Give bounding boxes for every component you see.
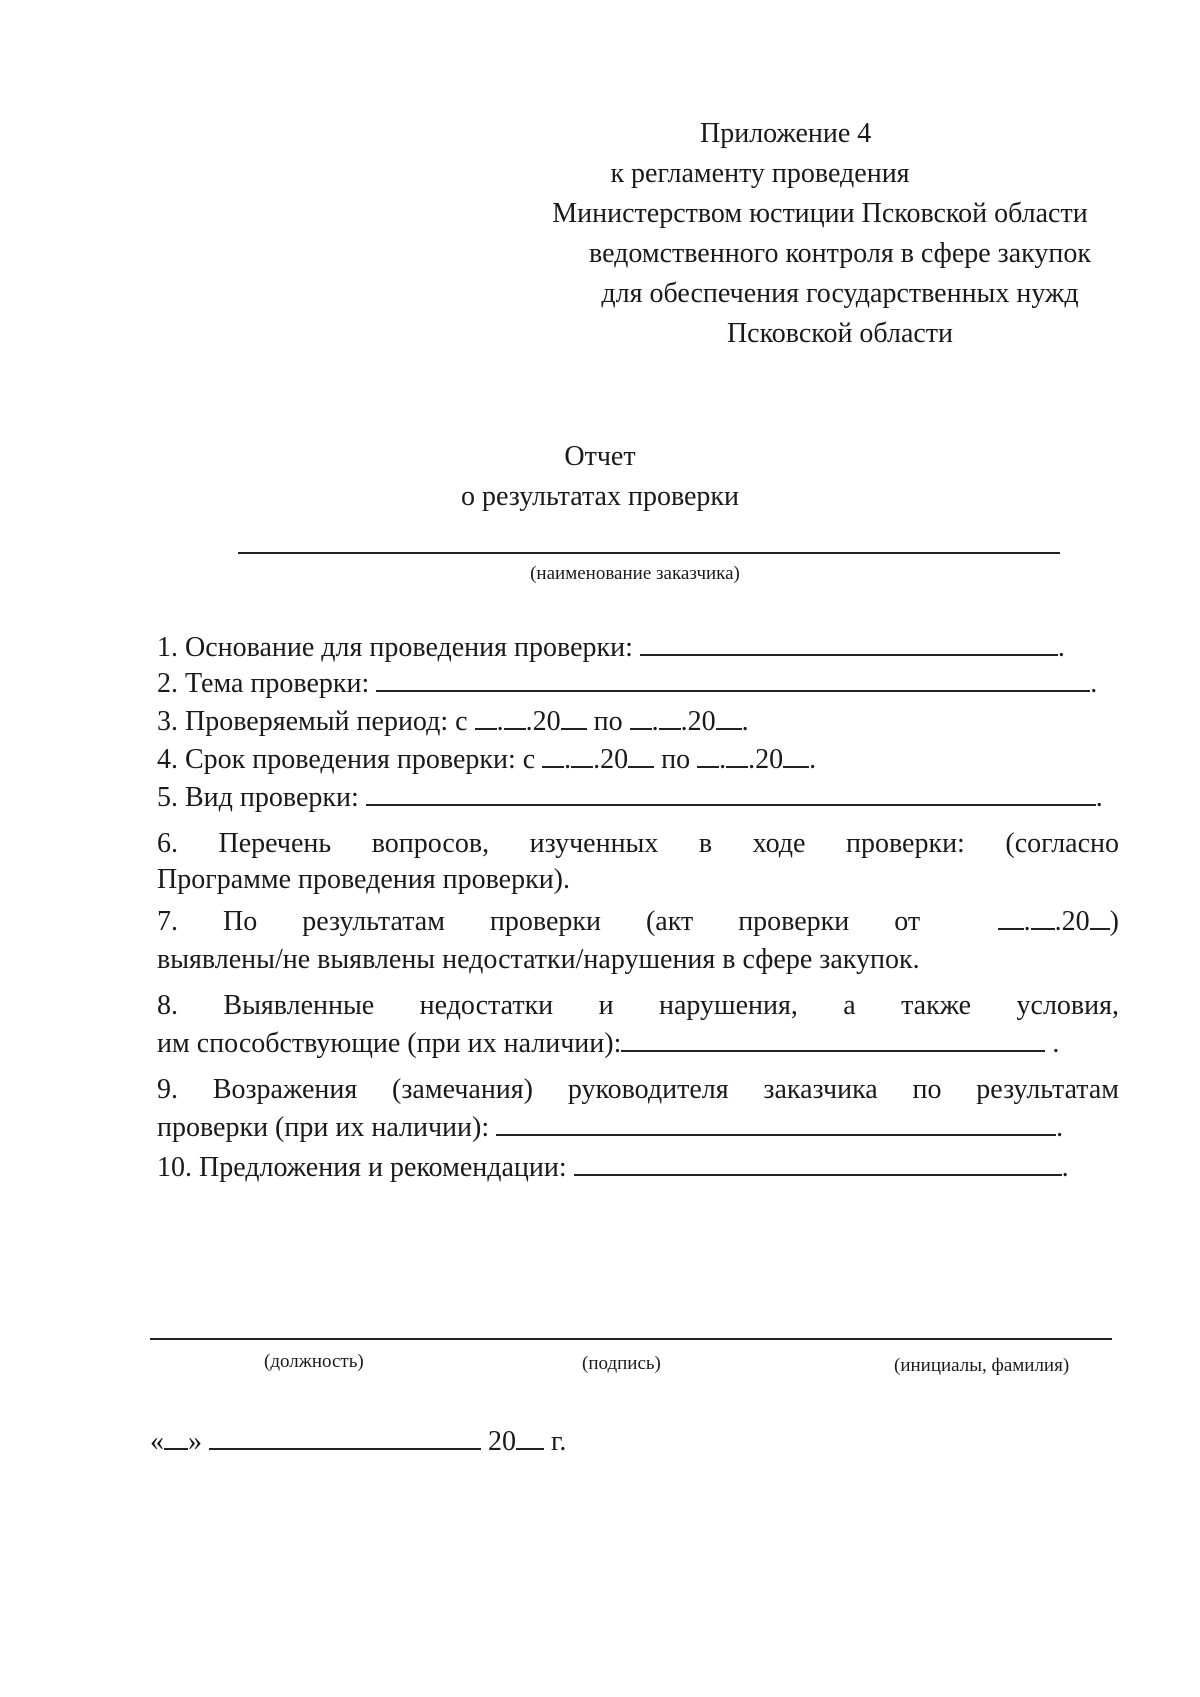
appendix-line-5: для обеспечения государственных нужд — [601, 278, 1079, 309]
item-6-line-1: 6. Перечень вопросов, изученных в ходе проверки: (согласно — [157, 828, 1119, 859]
date-close-quote: » — [188, 1426, 202, 1457]
item-4-year-prefix-2: .20 — [748, 744, 784, 775]
item-2-blank — [376, 668, 1090, 692]
item-6-line-2: Программе проведения проверки). — [157, 864, 570, 895]
item-3-month-to — [659, 706, 681, 730]
item-2-period: . — [1090, 668, 1098, 699]
customer-name-line — [238, 552, 1060, 554]
item-9-line-2 — [157, 1110, 1063, 1146]
item-7-line-2: выявлены/не выявлены недостатки/нарушения в сфере закупок. — [157, 944, 920, 975]
date-year-suffix: г. — [551, 1426, 567, 1457]
item-10-label: 10. Предложения и рекомендации: — [157, 1152, 567, 1183]
position-caption: (должность) — [264, 1351, 364, 1372]
item-3-year-from — [561, 706, 587, 730]
signature-line — [150, 1338, 1112, 1340]
item-3-label: 3. Проверяемый период: с — [157, 706, 468, 737]
item-3-day-to — [630, 706, 652, 730]
item-5-label: 5. Вид проверки: — [157, 782, 359, 813]
item-4-label: 4. Срок проведения проверки: с — [157, 744, 536, 775]
item-3-day-from — [475, 706, 497, 730]
item-5 — [157, 780, 1103, 816]
item-3-sep: . — [496, 706, 504, 737]
date-day-blank — [164, 1426, 188, 1450]
item-3-year-prefix-2: .20 — [680, 706, 716, 737]
item-7-year — [1090, 906, 1110, 930]
item-3-period: . — [741, 706, 749, 737]
item-10 — [157, 1150, 1069, 1186]
date-month-blank — [209, 1426, 481, 1450]
item-4-year-to — [783, 744, 809, 768]
item-2 — [157, 666, 1097, 702]
item-8-line-1: 8. Выявленные недостатки и нарушения, а также условия, — [157, 990, 1119, 1021]
appendix-line-6: Псковской области — [726, 318, 954, 349]
date-open-quote: « — [150, 1426, 164, 1457]
name-caption: (инициалы, фамилия) — [894, 1355, 1070, 1376]
item-1-period: . — [1057, 632, 1065, 663]
appendix-line-3: Министерством юстиции Псковской области — [552, 198, 1088, 229]
item-4-year-prefix: .20 — [593, 744, 629, 775]
date-year-blank — [516, 1426, 544, 1450]
item-8-label: им способствующие (при их наличии): — [157, 1028, 622, 1059]
appendix-line-4: ведомственного контроля в сфере закупок — [589, 238, 1091, 269]
date-year-prefix: 20 — [488, 1426, 516, 1457]
item-5-period: . — [1095, 782, 1103, 813]
item-3-sep-2: . — [651, 706, 659, 737]
item-7-line-1 — [157, 904, 1119, 940]
item-10-period: . — [1061, 1152, 1069, 1183]
item-7-text: 7. По результатам проверки (акт проверки от — [157, 906, 921, 937]
item-4-month-to — [726, 744, 748, 768]
item-7-sep: . — [1023, 906, 1031, 937]
signature-caption: (подпись) — [582, 1353, 661, 1374]
item-9-period: . — [1056, 1112, 1064, 1143]
item-3-month-from — [504, 706, 526, 730]
item-7-day — [998, 906, 1024, 930]
date-line — [150, 1424, 566, 1460]
item-8-line-2 — [157, 1026, 1059, 1062]
item-7-year-prefix: .20 — [1054, 906, 1090, 937]
item-3-to: по — [593, 706, 623, 737]
item-3-year-to — [716, 706, 742, 730]
item-1-label: 1. Основание для проведения проверки: — [157, 632, 633, 663]
item-8-period: . — [1052, 1028, 1060, 1059]
item-9-blank — [496, 1112, 1056, 1136]
item-4-to: по — [661, 744, 691, 775]
item-1 — [157, 630, 1065, 666]
item-9-label: проверки (при их наличии): — [157, 1112, 490, 1143]
customer-name-caption: (наименование заказчика) — [530, 563, 740, 584]
item-4-year-from — [628, 744, 654, 768]
item-3 — [157, 704, 749, 740]
item-2-label: 2. Тема проверки: — [157, 668, 370, 699]
item-4-sep-2: . — [719, 744, 727, 775]
appendix-line-2: к регламенту проведения — [610, 158, 910, 189]
item-9-line-1: 9. Возражения (замечания) руководителя заказчика по результатам — [157, 1074, 1119, 1105]
item-4-month-from — [571, 744, 593, 768]
item-10-blank — [574, 1152, 1062, 1176]
item-8-blank — [621, 1028, 1045, 1052]
item-7-close: ) — [1109, 906, 1119, 937]
item-3-year-prefix: .20 — [525, 706, 561, 737]
item-5-blank — [366, 782, 1096, 806]
report-subtitle: о результатах проверки — [460, 481, 740, 512]
item-7-month — [1031, 906, 1055, 930]
appendix-title: Приложение 4 — [700, 118, 872, 149]
item-4 — [157, 742, 816, 778]
item-7-date — [998, 904, 1119, 940]
item-4-sep: . — [564, 744, 572, 775]
item-4-day-to — [697, 744, 719, 768]
report-title: Отчет — [564, 441, 636, 472]
item-4-period: . — [809, 744, 817, 775]
item-4-day-from — [542, 744, 564, 768]
item-1-blank — [640, 632, 1058, 656]
